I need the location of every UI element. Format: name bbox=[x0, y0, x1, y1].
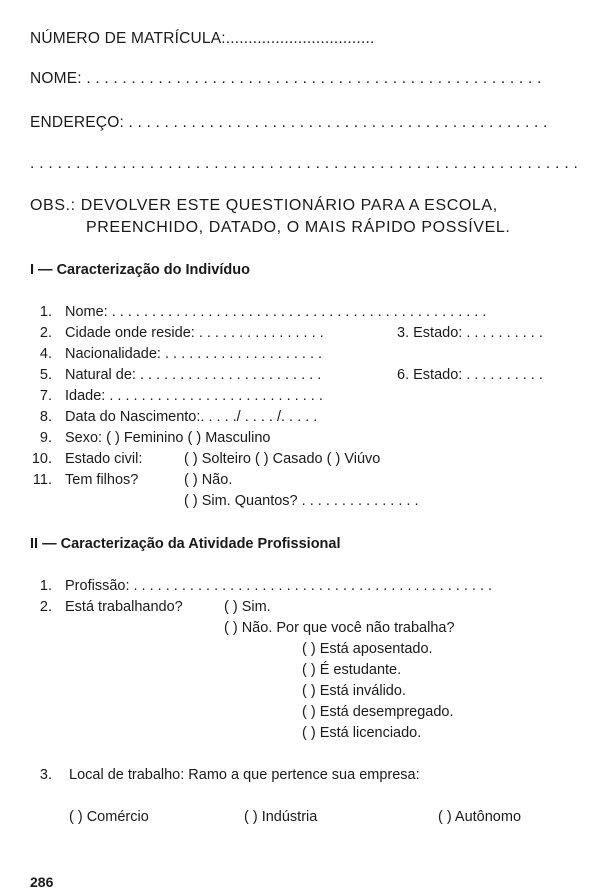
trabalhando-nao-option[interactable]: ( ) Não. Por que você não trabalha? bbox=[224, 620, 455, 636]
endereco-continuation-line[interactable]: . . . . . . . . . . . . . . . . . . . . . . . . . . . . . . . . . . . . . . . . . . . . . . . . . . . . . . . . . . . . bbox=[30, 155, 579, 172]
desempregado-option[interactable]: ( ) Está desempregado. bbox=[302, 704, 454, 720]
nacionalidade-question[interactable]: Nacionalidade: . . . . . . . . . . . . . . . . . . . . bbox=[65, 346, 323, 362]
item-number: 2. bbox=[39, 599, 52, 615]
profissao-question[interactable]: Profissão: . . . . . . . . . . . . . . . . . . . . . . . . . . . . . . . . . . . . . . . . . . . . . bbox=[65, 578, 493, 594]
autonomo-option[interactable]: ( ) Autônomo bbox=[438, 809, 522, 825]
tem-filhos-nao-option[interactable]: ( ) Não. bbox=[184, 472, 233, 488]
trabalhando-sim-option[interactable]: ( ) Sim. bbox=[224, 599, 271, 615]
endereco-field[interactable]: ENDEREÇO: . . . . . . . . . . . . . . . . . . . . . . . . . . . . . . . . . . . . . . . . . . . . . . . bbox=[30, 114, 548, 131]
obs-line-2: PREENCHIDO, DATADO, O MAIS RÁPIDO POSSÍVEL. bbox=[86, 219, 511, 236]
item-number: 9. bbox=[39, 430, 52, 446]
tem-filhos-label: Tem filhos? bbox=[65, 472, 139, 488]
item-number: 7. bbox=[39, 388, 52, 404]
data-nascimento-question[interactable]: Data do Nascimento:. . . . ./ . . . . /. . . . . bbox=[65, 409, 318, 425]
item-number: 5. bbox=[39, 367, 52, 383]
trabalhando-label: Está trabalhando? bbox=[65, 599, 183, 615]
idade-question[interactable]: Idade: . . . . . . . . . . . . . . . . . . . . . . . . . . . bbox=[65, 388, 323, 404]
nome-field[interactable]: NOME: . . . . . . . . . . . . . . . . . . . . . . . . . . . . . . . . . . . . . . . . . . . . . . . . . . . bbox=[30, 70, 542, 87]
local-trabalho-question: Local de trabalho: Ramo a que pertence sua empresa: bbox=[69, 767, 420, 783]
item-number: 11. bbox=[32, 472, 52, 488]
section-2-title: II — Caracterização da Atividade Profissional bbox=[30, 536, 341, 552]
aposentado-option[interactable]: ( ) Está aposentado. bbox=[302, 641, 433, 657]
licenciado-option[interactable]: ( ) Está licenciado. bbox=[302, 725, 422, 741]
item-number: 8. bbox=[39, 409, 52, 425]
sexo-question[interactable]: Sexo: ( ) Feminino ( ) Masculino bbox=[65, 430, 271, 446]
invalido-option[interactable]: ( ) Está inválido. bbox=[302, 683, 406, 699]
estado-civil-options[interactable]: ( ) Solteiro ( ) Casado ( ) Viúvo bbox=[184, 451, 381, 467]
nome-question[interactable]: Nome: . . . . . . . . . . . . . . . . . . . . . . . . . . . . . . . . . . . . . . . . . . . . . . . bbox=[65, 304, 487, 320]
tem-filhos-sim-option[interactable]: ( ) Sim. Quantos? . . . . . . . . . . . . . . . bbox=[184, 493, 419, 509]
page-number: 286 bbox=[30, 874, 54, 890]
comercio-option[interactable]: ( ) Comércio bbox=[69, 809, 149, 825]
item-number: 4. bbox=[39, 346, 52, 362]
natural-question[interactable]: Natural de: . . . . . . . . . . . . . . . . . . . . . . . bbox=[65, 367, 322, 383]
section-1-title: I — Caracterização do Indivíduo bbox=[30, 262, 250, 278]
estado-question-3[interactable]: 3. Estado: . . . . . . . . . . bbox=[397, 325, 543, 341]
item-number: 10. bbox=[31, 451, 52, 467]
matricula-field[interactable]: NÚMERO DE MATRÍCULA:................................. bbox=[30, 30, 375, 47]
industria-option[interactable]: ( ) Indústria bbox=[244, 809, 318, 825]
item-number: 1. bbox=[39, 304, 52, 320]
item-number: 3. bbox=[39, 767, 52, 783]
item-number: 1. bbox=[39, 578, 52, 594]
cidade-question[interactable]: Cidade onde reside: . . . . . . . . . . . . . . . . bbox=[65, 325, 324, 341]
obs-line-1: OBS.: DEVOLVER ESTE QUESTIONÁRIO PARA A ESCOLA, bbox=[30, 197, 498, 214]
estado-question-6[interactable]: 6. Estado: . . . . . . . . . . bbox=[397, 367, 543, 383]
estudante-option[interactable]: ( ) É estudante. bbox=[302, 662, 402, 678]
item-number: 2. bbox=[39, 325, 52, 341]
estado-civil-label: Estado civil: bbox=[65, 451, 143, 467]
